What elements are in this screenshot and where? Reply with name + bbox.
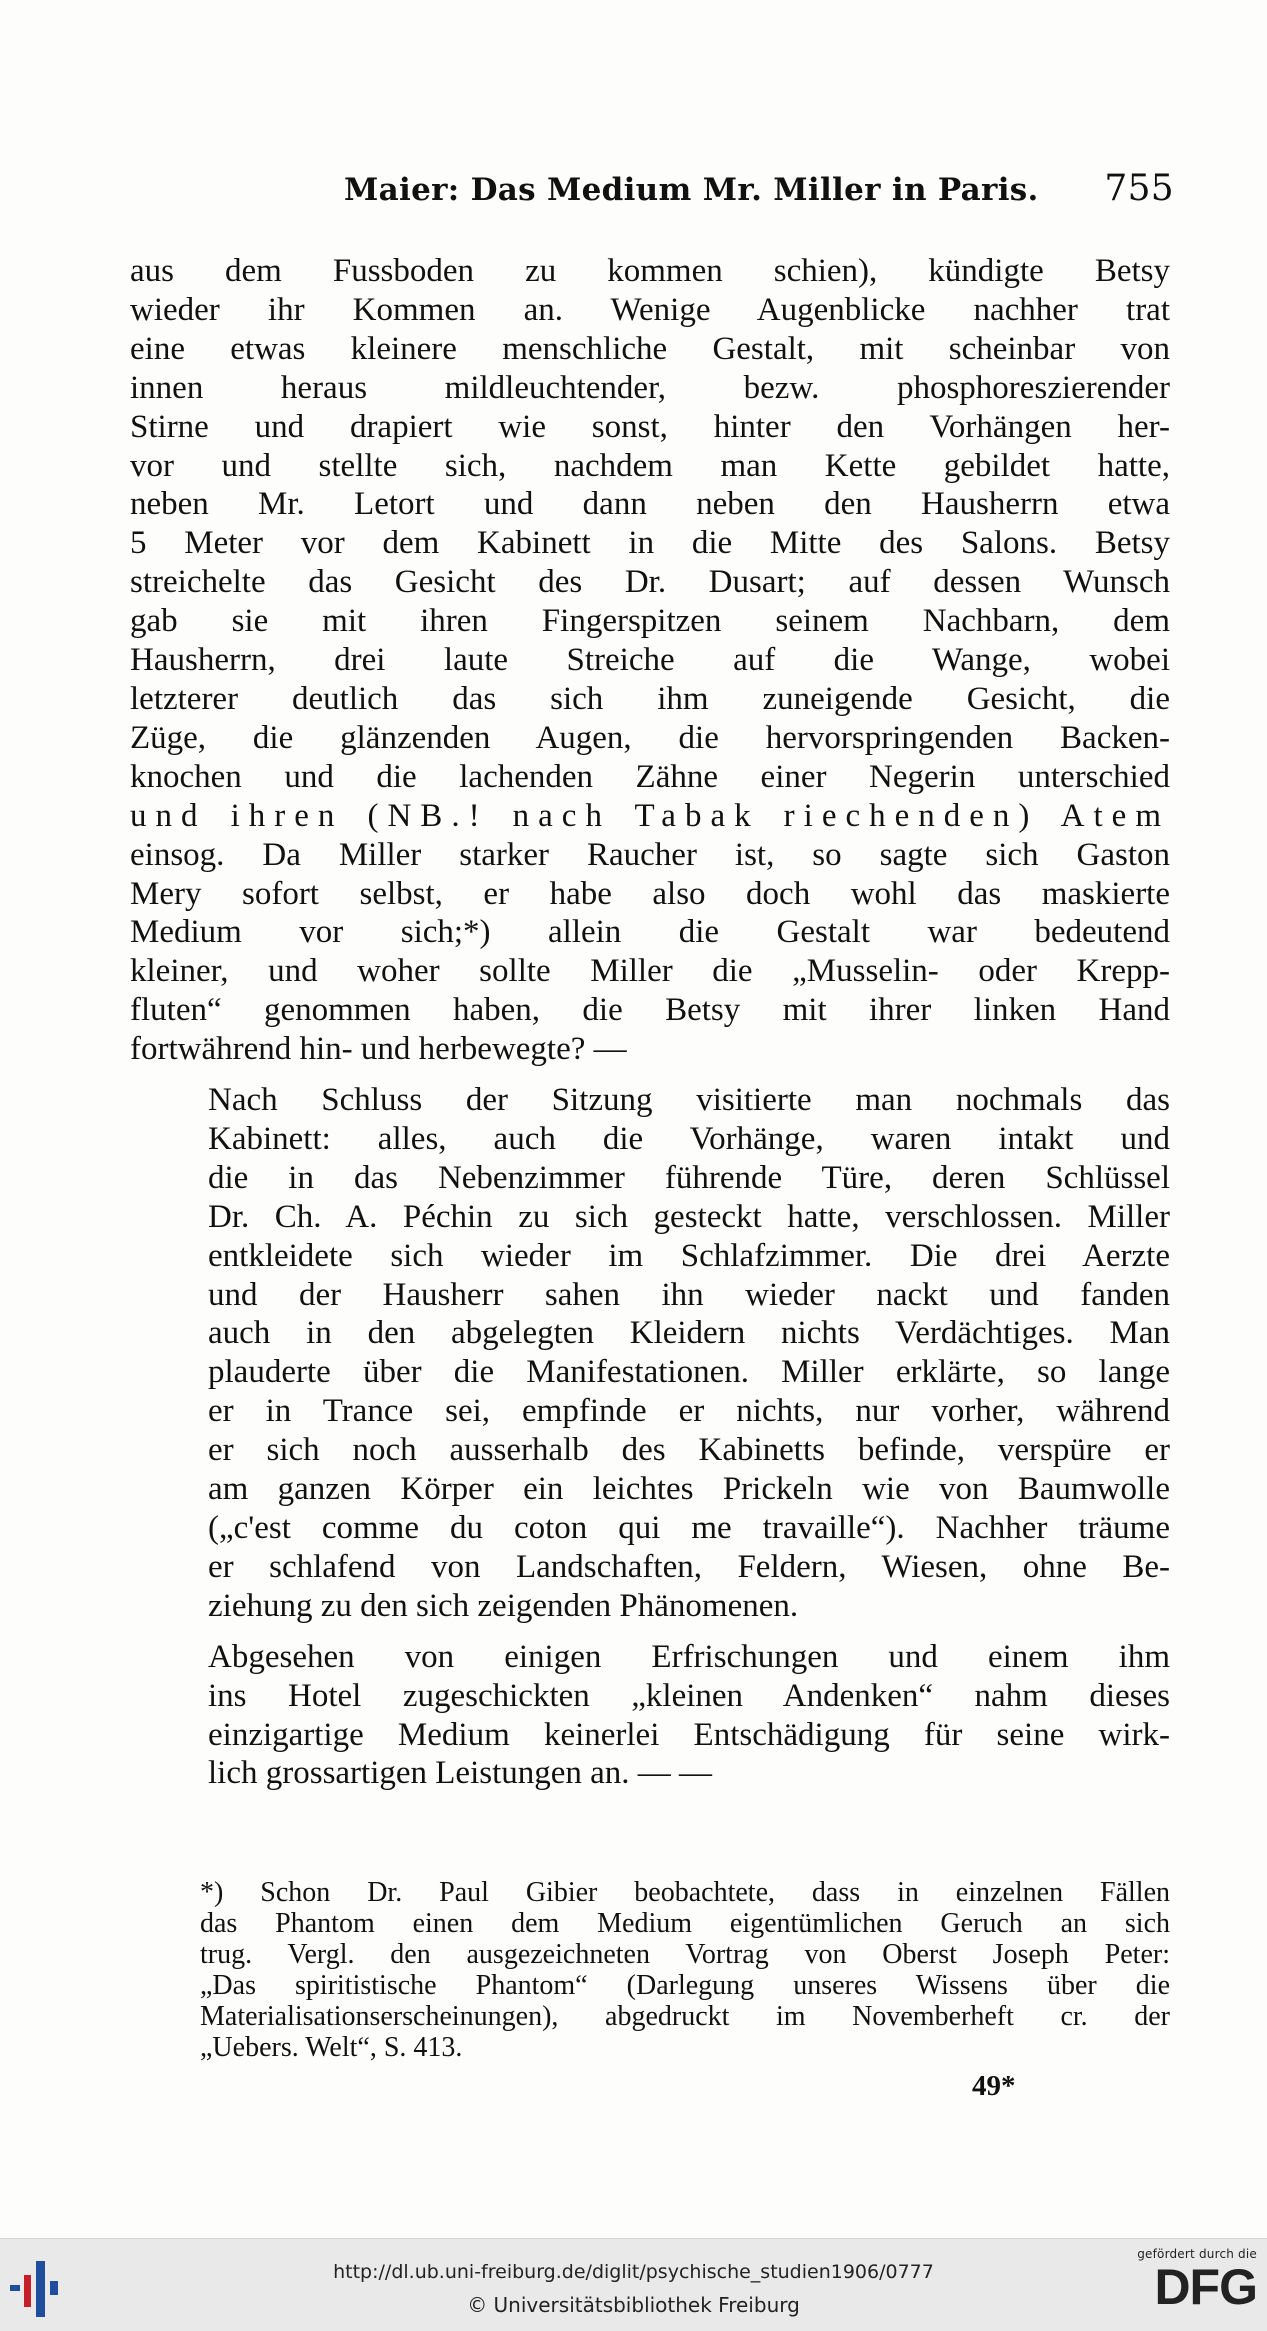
line: gab sie mit ihren Fingerspitzen seinem Nachbarn, dem [130, 603, 1170, 640]
line: er schlafend von Landschaften, Feldern, Wiesen, ohne Be- [208, 1548, 1170, 1585]
paragraph-3 [130, 1638, 1170, 1794]
paragraph-2 [130, 1081, 1170, 1626]
line: Stirne und drapiert wie sonst, hinter den Vorhängen her- [130, 408, 1170, 445]
line: Materialisationserscheinungen), abgedruckt im Novemberheft cr. der [200, 2001, 1170, 2032]
line: innen heraus mildleuchtender, bezw. phosphoreszierender [130, 369, 1170, 406]
copyright-notice: © Universitätsbibliothek Freiburg [467, 2293, 800, 2317]
line: aus dem Fussboden zu kommen schien), kündigte Betsy [130, 253, 1170, 289]
line: am ganzen Körper ein leichtes Prickeln wie von Baumwolle [208, 1471, 1170, 1508]
line: neben Mr. Letort und dann neben den Hausherrn etwa [130, 486, 1170, 523]
line: eine etwas kleinere menschliche Gestalt, mit scheinbar von [130, 330, 1170, 367]
line: Kabinett: alles, auch die Vorhänge, waren intakt und [208, 1120, 1170, 1157]
line: „Das spiritistische Phantom“ (Darlegung unseres Wissens über die [200, 1970, 1170, 2001]
line: Nach Schluss der Sitzung visitierte man nochmals das [208, 1082, 1170, 1119]
running-title: Maier: Das Medium Mr. Miller in Paris. [344, 172, 1039, 208]
line: lich grossartigen Leistungen an. — — [208, 1755, 713, 1792]
line: wieder ihr Kommen an. Wenige Augenblicke nachher trat [130, 291, 1170, 328]
line: einsog. Da Miller starker Raucher ist, so sagte sich Gaston [130, 836, 1170, 873]
paragraph-1 [130, 252, 1170, 1069]
line: ziehung zu den sich zeigenden Phänomenen. [208, 1587, 799, 1624]
source-url-link[interactable]: http://dl.ub.uni-freiburg.de/diglit/psychische_studien1906/0777 [333, 2261, 934, 2283]
line: Züge, die glänzenden Augen, die hervorspringenden Backen- [130, 719, 1170, 756]
line: fortwährend hin- und herbewegte? — [130, 1031, 627, 1068]
line: „Uebers. Welt“, S. 413. [200, 2032, 463, 2063]
line: kleiner, und woher sollte Miller die „Musselin- oder Krepp- [130, 953, 1170, 990]
line: er sich noch ausserhalb des Kabinetts befinde, verspüre er [208, 1432, 1170, 1469]
footnote [130, 1877, 1170, 2063]
line: Abgesehen von einigen Erfrischungen und einem ihm [208, 1638, 1170, 1675]
dfg-logo [1117, 2247, 1257, 2313]
line: letzterer deutlich das sich ihm zuneigende Gesicht, die [130, 680, 1170, 717]
line: knochen und die lachenden Zähne einer Negerin unterschied [130, 758, 1170, 795]
dfg-mark: DFG [1154, 2259, 1257, 2315]
line: das Phantom einen dem Medium eigentümlichen Geruch an sich [200, 1908, 1170, 1939]
line: streichelte das Gesicht des Dr. Dusart; auf dessen Wunsch [130, 564, 1170, 601]
line: vor und stellte sich, nachdem man Kette gebildet hatte, [130, 447, 1170, 484]
line: Medium vor sich;*) allein die Gestalt war bedeutend [130, 914, 1170, 951]
line: die in das Nebenzimmer führende Türe, deren Schlüssel [208, 1159, 1170, 1196]
line: Dr. Ch. A. Péchin zu sich gesteckt hatte, verschlossen. Miller [208, 1198, 1170, 1235]
line: *) Schon Dr. Paul Gibier beobachtete, dass in einzelnen Fällen [200, 1877, 1170, 1908]
line: trug. Vergl. den ausgezeichneten Vortrag von Oberst Joseph Peter: [200, 1939, 1170, 1970]
line: Hausherrn, drei laute Streiche auf die Wange, wobei [130, 642, 1170, 679]
viewer-footer [0, 2238, 1267, 2331]
line: 5 Meter vor dem Kabinett in die Mitte des Salons. Betsy [130, 525, 1170, 562]
line: er in Trance sei, empfinde er nichts, nur vorher, während [208, 1393, 1170, 1430]
line: Mery sofort selbst, er habe also doch wohl das maskierte [130, 875, 1170, 912]
line: fluten“ genommen haben, die Betsy mit ihrer linken Hand [130, 992, 1170, 1029]
line: plauderte über die Manifestationen. Miller erklärte, so lange [208, 1354, 1170, 1391]
sheet-signature: 49* [972, 2070, 1016, 2102]
page-number: 755 [1104, 168, 1174, 209]
dfg-caption: gefördert durch die [1137, 2247, 1257, 2261]
line: einzigartige Medium keinerlei Entschädigung für seine wirk- [208, 1716, 1170, 1753]
line: und ihren (NB.! nach Tabak riechenden) Atem [130, 797, 1170, 834]
line: und der Hausherr sahen ihn wieder nackt und fanden [208, 1276, 1170, 1313]
line: („c'est comme du coton qui me travaille“). Nachher träume [208, 1510, 1170, 1546]
footnote-text [130, 1877, 1170, 2063]
line: auch in den abgelegten Kleidern nichts Verdächtiges. Man [208, 1315, 1170, 1352]
body-text [130, 252, 1170, 1793]
line: entkleidete sich wieder im Schlafzimmer. Die drei Aerzte [208, 1237, 1170, 1274]
line: ins Hotel zugeschickten „kleinen Andenken“ nahm dieses [208, 1677, 1170, 1714]
